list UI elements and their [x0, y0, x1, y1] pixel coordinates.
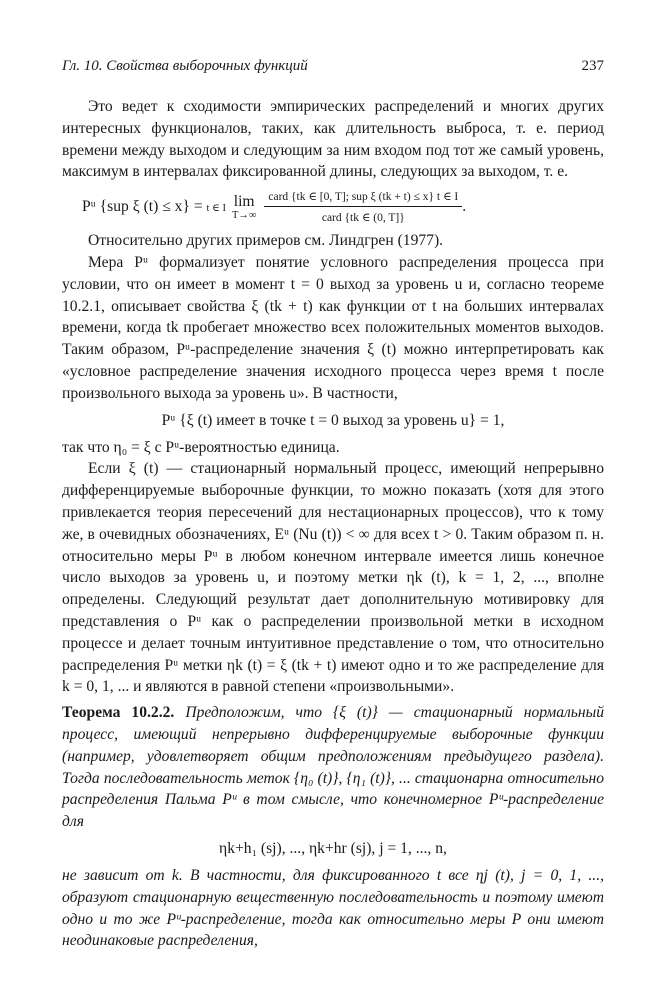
theorem-text: Предположим, что {ξ (t)} — стационарный нормальный процесс, имеющий непрерывно дифференцируемые выборочные функции (например, удовлетворяет общим предположениям предыдущего раздела). Тогда последовательность меток {η₀ (t)}, {η₁ (t)}, ... стационарна относительно распределения Пальма Pᵘ в том смысле, что конечномерное Pᵘ-распределение для [62, 704, 604, 831]
paragraph-5: Если ξ (t) — стационарный нормальный процесс, имеющий непрерывно дифференцируемые выборочные функции, то можно показать (хотя для этого привлекается теория пересечений для нестационарных процессов), что к тому же, в очевидных обозначениях, Eᵘ (Nu (t)) < ∞ для всех t > 0. Таким образом п. н. относительно меры Pᵘ в любом конечном интервале имеется лишь конечное число выходов за уровень u, и поэтому метки ηk (t), k = 1, 2, ..., вполне определены. Следующий результат дает дополнительную мотивировку для представления о Pᵘ как о распределении произвольной метки в исходном процессе и делает точным интуитивное представление о том, что относительно распределения Pᵘ метки ηk (t) = ξ (tk + t) имеют одно и то же распределение для k = 0, 1, ... и являются в равной степени «произвольными». [62, 460, 604, 696]
paragraph-1: Это ведет к сходимости эмпирических распределений и многих других интересных функционалов, таких, как длительность выброса, т. е. период времени между выходом и следующим за ним входом под тот же самый уровень, максимум в интервалах фиксированной длины, следующих за выходом, т. е. [62, 98, 604, 181]
formula-lim-sub: T→∞ [231, 209, 257, 221]
paragraph-3: Мера Pᵘ формализует понятие условного распределения процесса при условии, что он имеет в момент t = 0 выход за уровень u и, согласно теореме 10.2.1, описывает свойства ξ (tk + t) как функции от t на больших интервалах времени, когда tk пробегает множество всех положительных моментов выходов. Таким образом, Pᵘ-распределение значения ξ (t) можно интерпретировать как «условное распределение значения исходного процесса через время t после произвольного выхода за уровень u». В частности, [62, 253, 604, 402]
formula-lhs: Pᵘ {sup ξ (t) ≤ x} = t ∈ I [82, 197, 226, 215]
page-number: 237 [581, 58, 604, 74]
paragraph-2: Относительно других примеров см. Линдгрен (1977). [88, 232, 444, 250]
formula-lhs-sub: t ∈ I [206, 202, 226, 214]
formula-end: . [462, 197, 467, 215]
equation-2: Pᵘ {ξ (t) имеет в точке t = 0 выход за уровень u} = 1, [161, 411, 505, 429]
theorem-label: Теорема 10.2.2. [62, 704, 175, 722]
formula-lim: lim T→∞ [231, 192, 257, 221]
page-body [62, 96, 604, 952]
paragraph-6: не зависит от k. В частности, для фиксированного t все ηj (t), j = 0, 1, ..., образуют стационарную вещественную последовательность и поэтому имеют одно и то же Pᵘ-распределение, тогда как относительно меры P они имеют неодинаковые распределения, [62, 866, 604, 950]
paragraph-4: так что η₀ = ξ с Pᵘ-вероятностью единица. [62, 438, 340, 456]
formula-fraction [264, 189, 462, 224]
theorem-paragraph [62, 702, 604, 833]
page-header [62, 58, 604, 82]
equation-3: ηk+h₁ (sj), ..., ηk+hr (sj), j = 1, ..., n, [219, 839, 447, 857]
running-head: Гл. 10. Свойства выборочных функций [62, 58, 308, 74]
formula-numerator-sub: t ∈ I [436, 191, 459, 204]
formula-palm-limit [82, 189, 604, 224]
formula-numerator: card {tk ∈ [0, T]; sup ξ (tk + t) ≤ x} t ∈ I [264, 189, 462, 207]
formula-denominator: card {tk ∈ (0, T]} [321, 212, 405, 225]
